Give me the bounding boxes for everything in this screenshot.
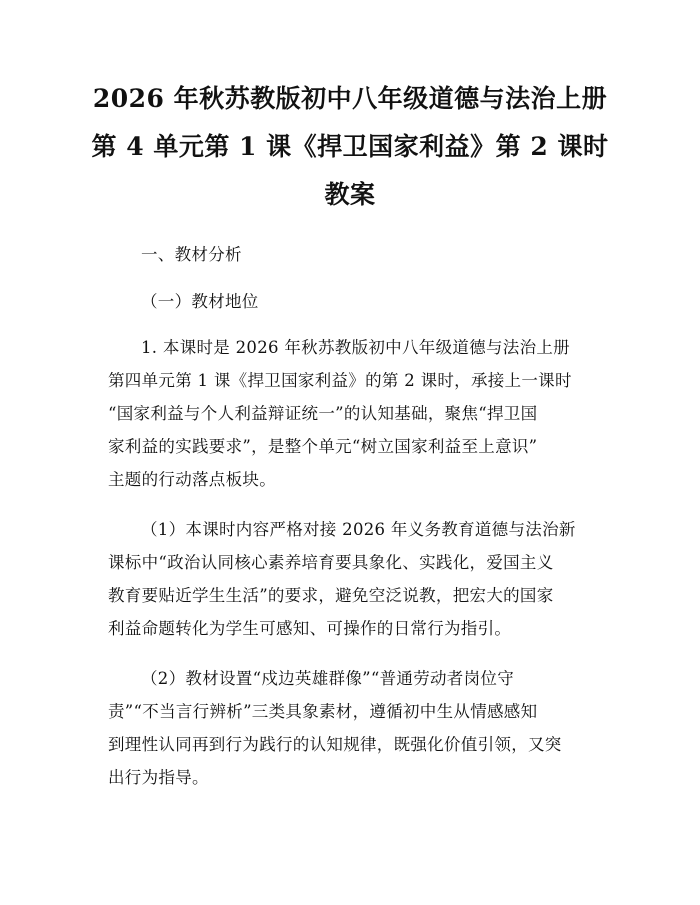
document-title-line-2: 第 4 单元第 1 课《捍卫国家利益》第 2 课时: [91, 132, 609, 161]
document-title-line-1: 2026 年秋苏教版初中八年级道德与法治上册: [92, 84, 608, 113]
paragraph-line: 利益命题转化为学生可感知、可操作的日常行为指引。: [108, 619, 512, 638]
paragraph-line: 课标中“政治认同核心素养培育要具象化、实践化，爱国主义: [108, 553, 554, 572]
document-title-line-3: 教案: [324, 180, 376, 209]
paragraph-line: 家利益的实践要求”，是整个单元“树立国家利益至上意识”: [108, 437, 538, 456]
paragraph-line: 到理性认同再到行为践行的认知规律，既强化价值引领，又突: [108, 735, 562, 754]
paragraph-1: [108, 331, 603, 496]
paragraph-line: 教育要贴近学生生活”的要求，避免空泛说教，把宏大的国家: [108, 586, 554, 605]
section-heading-text: 一、教材分析: [141, 245, 242, 264]
paragraph-2: [108, 513, 603, 645]
paragraph-line: （2）教材设置“戍边英雄群像”“普通劳动者岗位守: [141, 669, 515, 688]
paragraph-line: 主题的行动落点板块。: [108, 470, 276, 489]
paragraph-line: 1. 本课时是 2026 年秋苏教版初中八年级道德与法治上册: [141, 338, 570, 357]
paragraph-3: [108, 662, 603, 794]
paragraph-line: 第四单元第 1 课《捍卫国家利益》的第 2 课时，承接上一课时: [108, 371, 572, 390]
paragraph-line: 责”“不当言行辨析”三类具象素材，遵循初中生从情感感知: [108, 702, 538, 721]
section-heading: [108, 238, 603, 271]
subsection-heading: [108, 285, 603, 318]
subsection-heading-text: （一）教材地位: [141, 292, 259, 311]
paragraph-line: “国家利益与个人利益辩证统一”的认知基础，聚焦“捍卫国: [108, 404, 538, 423]
paragraph-line: 出行为指导。: [108, 768, 209, 787]
paragraph-line: （1）本课时内容严格对接 2026 年义务教育道德与法治新: [141, 520, 576, 539]
